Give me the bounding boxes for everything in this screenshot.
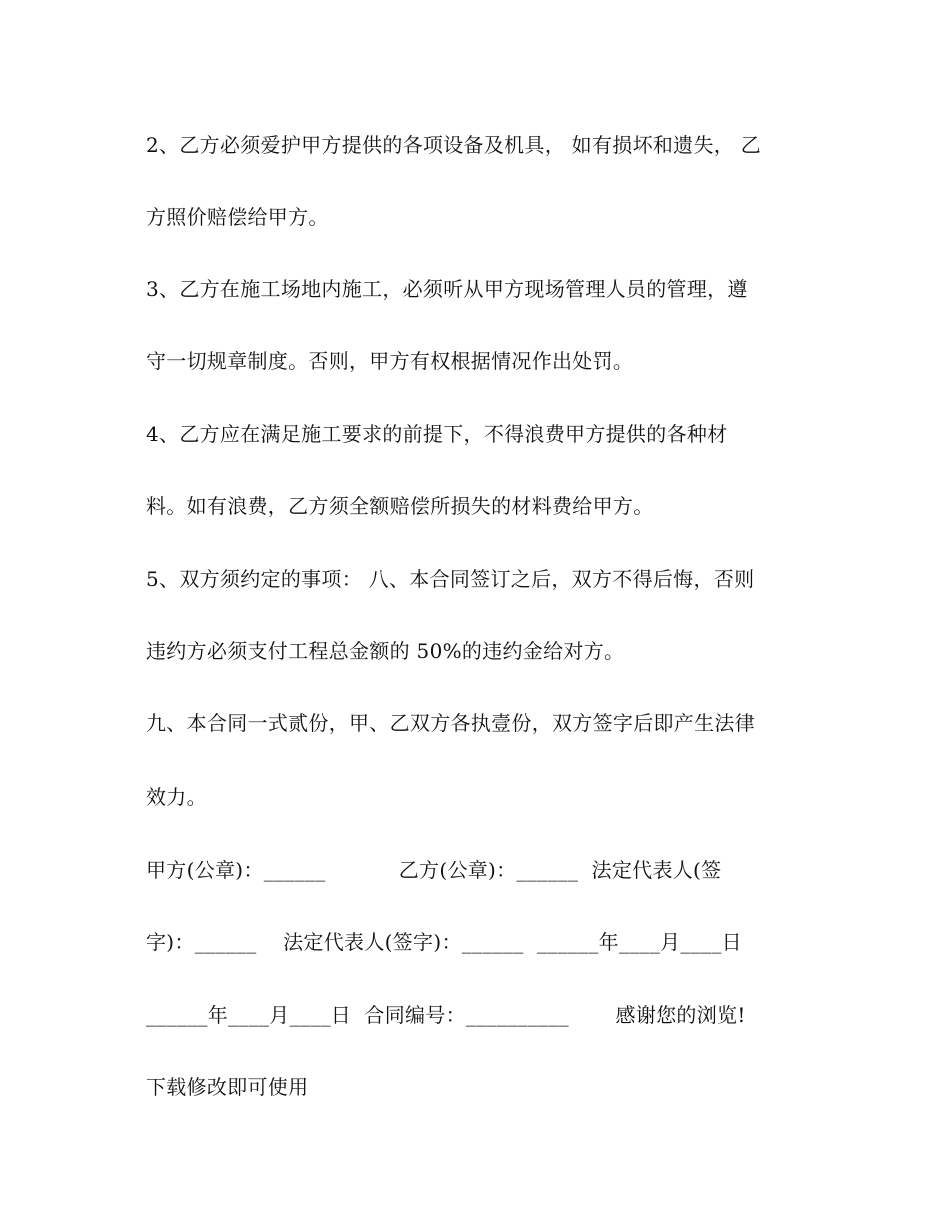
clause-9-line-1: 九、本合同一式贰份，甲、乙双方各执壹份，双方签字后即产生法律: [146, 711, 755, 735]
signature-line-2: 字)：______ 法定代表人(签字)：______ ______年____月____日: [146, 930, 742, 954]
clause-2-line-2: 方照价赔偿给甲方。: [146, 205, 329, 229]
clause-5-line-1: 5、双方须约定的事项： 八、本合同签订之后，双方不得后悔，否则: [146, 567, 755, 591]
clause-2-line-1: 2、乙方必须爱护甲方提供的各项设备及机具， 如有损坏和遗失， 乙: [146, 133, 762, 157]
signature-line-1: 甲方(公章)：______ 乙方(公章)：______ 法定代表人(签: [146, 858, 722, 882]
closing-note: 下载修改即可使用: [146, 1075, 309, 1099]
clause-4-line-2: 料。如有浪费，乙方须全额赔偿所损失的材料费给甲方。: [146, 494, 654, 518]
clause-9-line-2: 效力。: [146, 785, 207, 809]
clause-5-line-2: 违约方必须支付工程总金额的 50%的违约金给对方。: [146, 639, 625, 663]
clause-3-line-1: 3、乙方在施工场地内施工，必须听从甲方现场管理人员的管理，遵: [146, 277, 748, 301]
signature-line-3: ______年____月____日 合同编号：__________ 感谢您的浏览!: [146, 1003, 746, 1027]
clause-3-line-2: 守一切规章制度。否则，甲方有权根据情况作出处罚。: [146, 349, 634, 373]
clause-4-line-1: 4、乙方应在满足施工要求的前提下，不得浪费甲方提供的各种材: [146, 422, 728, 446]
